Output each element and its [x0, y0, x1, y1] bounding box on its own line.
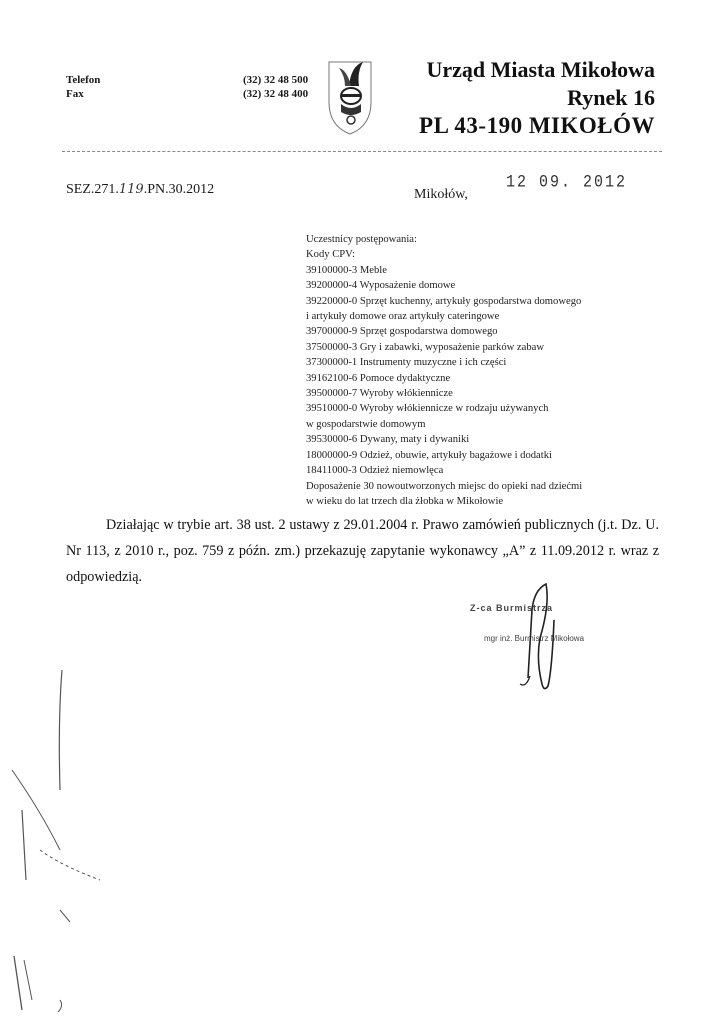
phone-value: (32) 32 48 500	[243, 74, 309, 86]
reference-number	[66, 182, 214, 198]
recipients-line: 39220000-0 Sprzęt kuchenny, artykuły gospodarstwa domowego	[306, 295, 582, 307]
recipients-line: w wieku do lat trzech dla żłobka w Mikołowie	[306, 495, 504, 507]
recipients-line: 39500000-7 Wyroby włókiennicze	[306, 388, 453, 400]
office-name: Urząd Miasta Mikołowa	[426, 57, 655, 82]
office-city: PL 43-190 MIKOŁÓW	[419, 113, 655, 138]
recipients-line: 39510000-0 Wyroby włókiennicze w rodzaju używanych	[306, 403, 549, 415]
recipients-line: Uczestnicy postępowania:	[306, 234, 417, 245]
crest-icon	[325, 56, 375, 136]
scan-margin-marks	[0, 660, 120, 1020]
stamped-date: 12 09. 2012	[506, 172, 628, 193]
recipients-line: i artykuły domowe oraz artykuły cateringowe	[306, 311, 500, 323]
reference-suffix: .PN.30.2012	[143, 182, 215, 197]
signature-stamp-line1: Z-ca Burmistrza	[470, 603, 554, 613]
phone-label: Telefon	[66, 74, 101, 86]
recipients-line: 39100000-3 Meble	[306, 264, 387, 276]
recipients-line: 37500000-3 Gry i zabawki, wyposażenie parków zabaw	[306, 341, 544, 353]
header-divider	[62, 151, 662, 152]
recipients-line: 37300000-1 Instrumenty muzyczne i ich części	[306, 357, 507, 369]
body-paragraph: Działając w trybie art. 38 ust. 2 ustawy z 29.01.2004 r. Prawo zamówień publicznych (j.t. Dz. U. Nr 113, z 2010 r., poz. 759 z późn. zm.) przekazuję zapytanie wykonawcy „A” z 11.09.2012 r. wraz z odpowiedzią.	[66, 517, 659, 585]
fax-label: Fax	[66, 88, 84, 100]
recipients-line: 39700000-9 Sprzęt gospodarstwa domowego	[306, 326, 498, 338]
recipients-line: 39530000-6 Dywany, maty i dywaniki	[306, 434, 470, 446]
reference-handwritten: 119	[118, 182, 144, 197]
recipients-line: 39200000-4 Wyposażenie domowe	[306, 280, 456, 292]
place-label: Mikołów,	[414, 187, 468, 202]
recipients-line: Doposażenie 30 nowoutworzonych miejsc do opieki nad dziećmi	[306, 480, 583, 492]
signature-icon	[500, 580, 610, 700]
signature-stamp-line2: mgr inż. Burmistrz Mikołowa	[484, 634, 585, 643]
office-street: Rynek 16	[567, 85, 655, 110]
fax-value: (32) 32 48 400	[243, 88, 309, 100]
recipients-line: 39162100-6 Pomoce dydaktyczne	[306, 372, 451, 384]
recipients-line: w gospodarstwie domowym	[306, 418, 426, 430]
recipients-line: Kody CPV:	[306, 249, 355, 261]
recipients-line: 18411000-3 Odzież niemowlęca	[306, 465, 444, 477]
recipients-block	[306, 232, 646, 509]
recipients-line: 18000000-9 Odzież, obuwie, artykuły bagażowe i dodatki	[306, 449, 552, 461]
reference-prefix: SEZ.271.	[66, 182, 119, 197]
